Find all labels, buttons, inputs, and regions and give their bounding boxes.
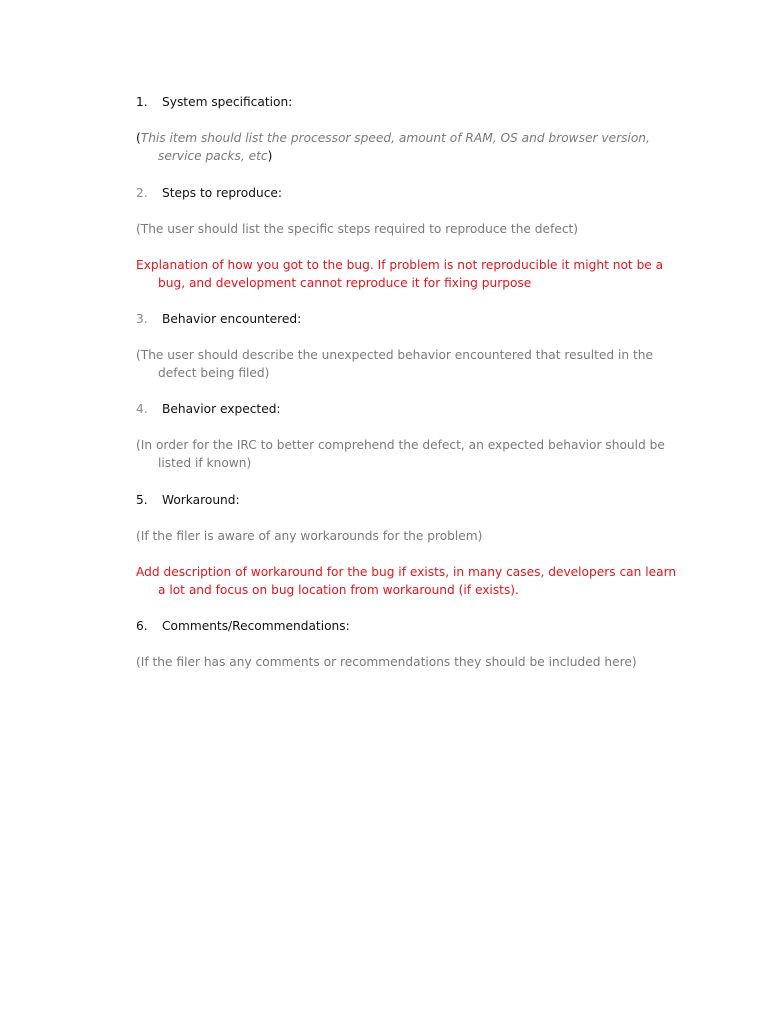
section-1-note bbox=[136, 129, 676, 165]
section-2-number: 2. bbox=[136, 186, 148, 200]
section-4-note-line1: (In order for the IRC to better comprehend the defect, an expected behavior should be bbox=[136, 438, 665, 452]
section-3-note-line2: defect being filed) bbox=[158, 366, 270, 380]
section-3-note-line1: (The user should describe the unexpected behavior encountered that resulted in the bbox=[136, 348, 653, 362]
section-6-number: 6. bbox=[136, 619, 148, 633]
section-2-explanation-line2: bug, and development cannot reproduce it for fixing purpose bbox=[158, 276, 532, 290]
section-1-note-line1: This item should list the processor speed, amount of RAM, OS and browser version, bbox=[140, 131, 650, 145]
section-5-workaround-line1: Add description of workaround for the bug if exists, in many cases, developers can learn bbox=[136, 565, 677, 579]
section-1-number: 1. bbox=[136, 95, 148, 109]
section-1-note-open: ( bbox=[136, 131, 141, 145]
section-5-workaround-description bbox=[136, 563, 676, 599]
section-6-heading bbox=[136, 617, 676, 635]
section-2-heading bbox=[136, 184, 676, 202]
section-1-title: System specification: bbox=[162, 95, 293, 109]
section-4-note-line2: listed if known) bbox=[158, 456, 252, 470]
section-2-note: (The user should list the specific steps required to reproduce the defect) bbox=[136, 222, 579, 236]
section-5-title: Workaround: bbox=[162, 493, 240, 507]
section-1-note-line2: service packs, etc bbox=[158, 149, 268, 163]
section-3-heading bbox=[136, 310, 676, 328]
section-5-workaround-line2: a lot and focus on bug location from workaround (if exists). bbox=[158, 583, 519, 597]
section-3-note bbox=[136, 346, 676, 382]
section-4-title: Behavior expected: bbox=[162, 402, 281, 416]
section-3-title: Behavior encountered: bbox=[162, 312, 302, 326]
section-6-title: Comments/Recommendations: bbox=[162, 619, 350, 633]
section-3-number: 3. bbox=[136, 312, 148, 326]
section-5-heading bbox=[136, 491, 676, 509]
section-4-note bbox=[136, 436, 676, 472]
section-4-heading bbox=[136, 400, 676, 418]
section-2-explanation bbox=[136, 256, 676, 292]
section-5-number: 5. bbox=[136, 493, 148, 507]
section-6-note: (If the filer has any comments or recommendations they should be included here) bbox=[136, 655, 637, 669]
section-4-number: 4. bbox=[136, 402, 148, 416]
section-5-note: (If the filer is aware of any workarounds for the problem) bbox=[136, 529, 483, 543]
section-2-explanation-line1: Explanation of how you got to the bug. If problem is not reproducible it might not be a bbox=[136, 258, 664, 272]
section-1-note-close: ) bbox=[267, 149, 273, 163]
section-1-heading bbox=[136, 93, 676, 111]
section-2-title: Steps to reproduce: bbox=[162, 186, 283, 200]
